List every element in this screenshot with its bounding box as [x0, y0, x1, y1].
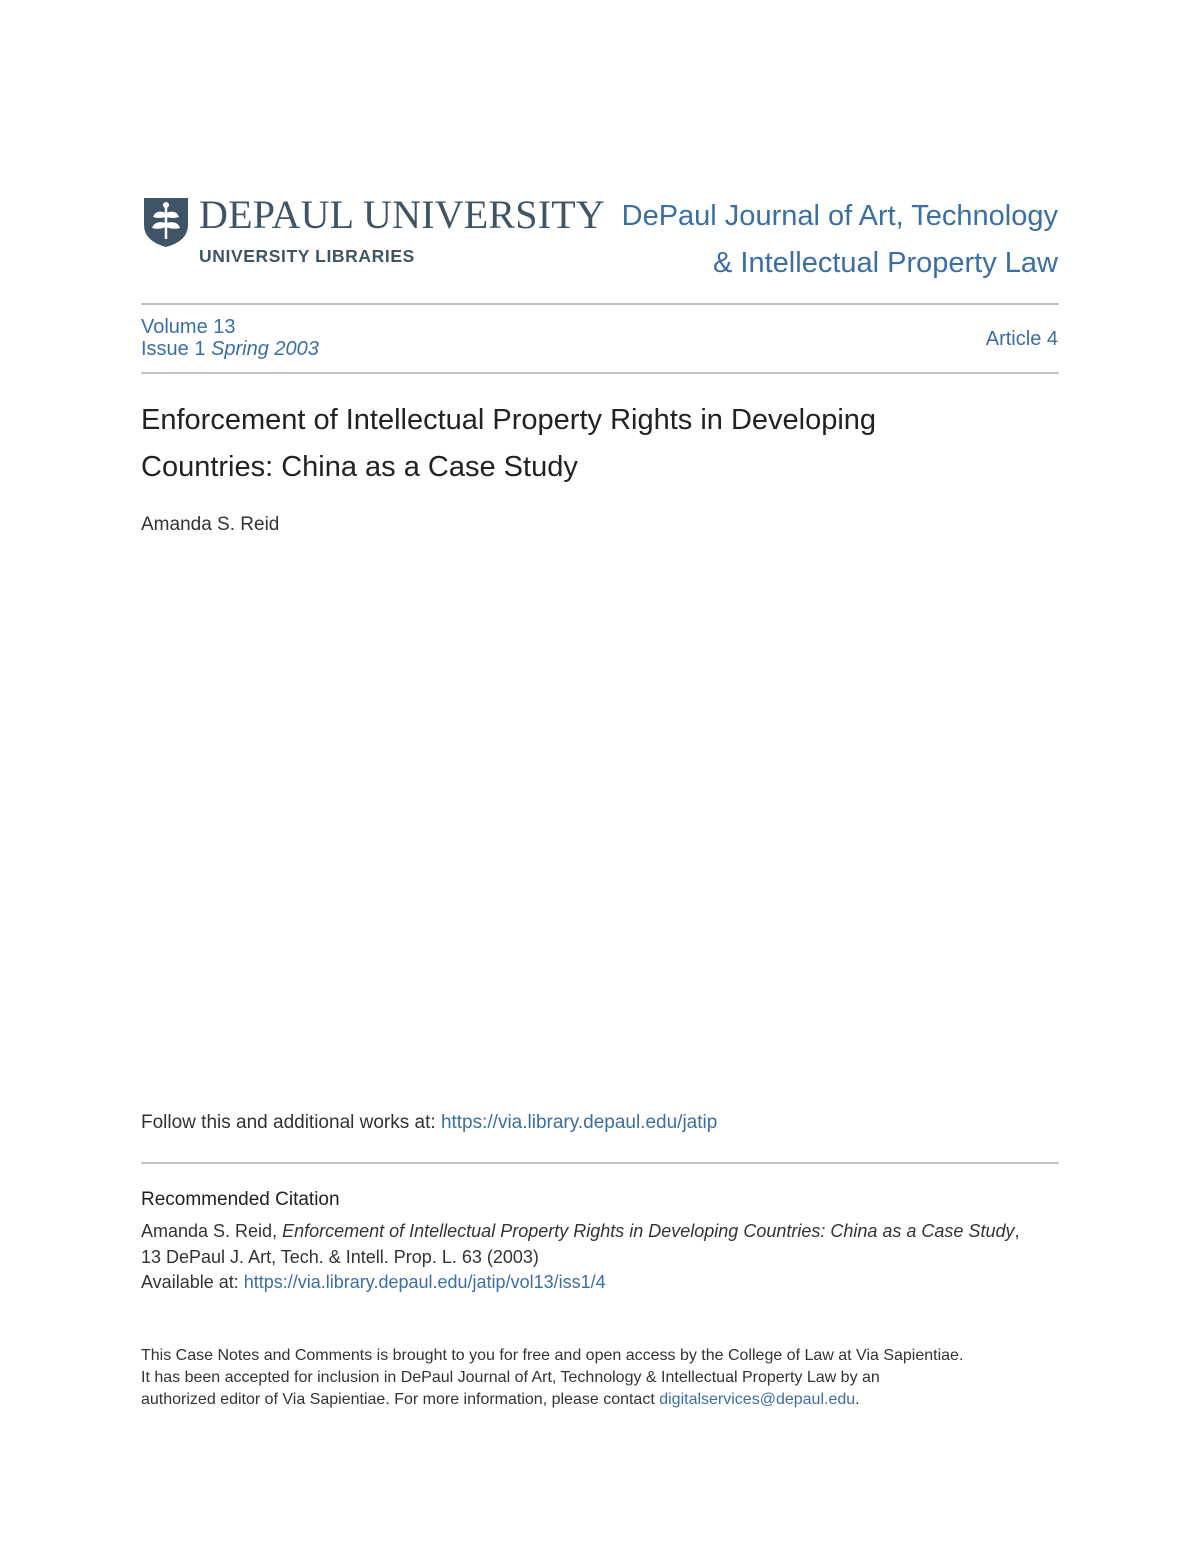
article-title [141, 397, 1001, 491]
issue-link[interactable] [141, 338, 319, 360]
notice-line1: This Case Notes and Comments is brought to you for free and open access by the College of Law at Via Sapientiae. [141, 1347, 964, 1364]
volume-issue-block [141, 316, 319, 360]
available-label: Available at: [141, 1272, 244, 1292]
university-wordmark: DEPAUL UNIVERSITY [199, 192, 605, 237]
divider-bottom [141, 1162, 1059, 1164]
citation-author: Amanda S. Reid, [141, 1221, 283, 1241]
university-libraries-label: UNIVERSITY LIBRARIES [199, 246, 415, 266]
article-number[interactable]: Article 4 [985, 328, 1058, 350]
follow-text: Follow this and additional works at: [141, 1112, 441, 1133]
available-url-link[interactable]: https://via.library.depaul.edu/jatip/vol13/iss1/4 [243, 1272, 606, 1292]
divider-middle [141, 372, 1059, 374]
notice-line3-prefix: authorized editor of Via Sapientiae. For more information, please contact [141, 1391, 660, 1408]
available-at-line [141, 1272, 606, 1293]
issue-date: Spring 2003 [211, 338, 319, 360]
journal-title[interactable] [622, 193, 1058, 287]
access-notice [141, 1345, 1061, 1411]
depaul-seal-icon [141, 195, 191, 249]
follow-works-line [141, 1112, 717, 1134]
notice-line3-suffix: . [855, 1391, 860, 1408]
article-title-line2: Countries: China as a Case Study [141, 451, 578, 483]
depaul-logo [141, 192, 605, 273]
notice-line2: It has been accepted for inclusion in DePaul Journal of Art, Technology & Intellectual Property Law by an [141, 1369, 880, 1386]
journal-title-line1: DePaul Journal of Art, Technology [621, 200, 1058, 232]
citation-text [141, 1218, 1041, 1270]
recommended-citation-heading: Recommended Citation [141, 1189, 340, 1210]
contact-email-link[interactable]: digitalservices@depaul.edu [659, 1391, 856, 1408]
article-title-line1: Enforcement of Intellectual Property Rights in Developing [141, 404, 877, 436]
volume-link[interactable]: Volume 13 [141, 316, 236, 338]
article-author[interactable]: Amanda S. Reid [141, 514, 280, 535]
journal-title-line2: & Intellectual Property Law [713, 247, 1058, 279]
follow-url-link[interactable]: https://via.library.depaul.edu/jatip [440, 1112, 718, 1133]
divider-top [141, 303, 1059, 305]
notice-line3 [141, 1389, 1061, 1411]
citation-suffix: , 13 DePaul J. Art, Tech. & Intell. Prop. L. 63 (2003) [141, 1221, 1020, 1267]
issue-label: Issue 1 [141, 338, 206, 360]
citation-title: Enforcement of Intellectual Property Rights in Developing Countries: China as a Case Study [282, 1221, 1015, 1241]
